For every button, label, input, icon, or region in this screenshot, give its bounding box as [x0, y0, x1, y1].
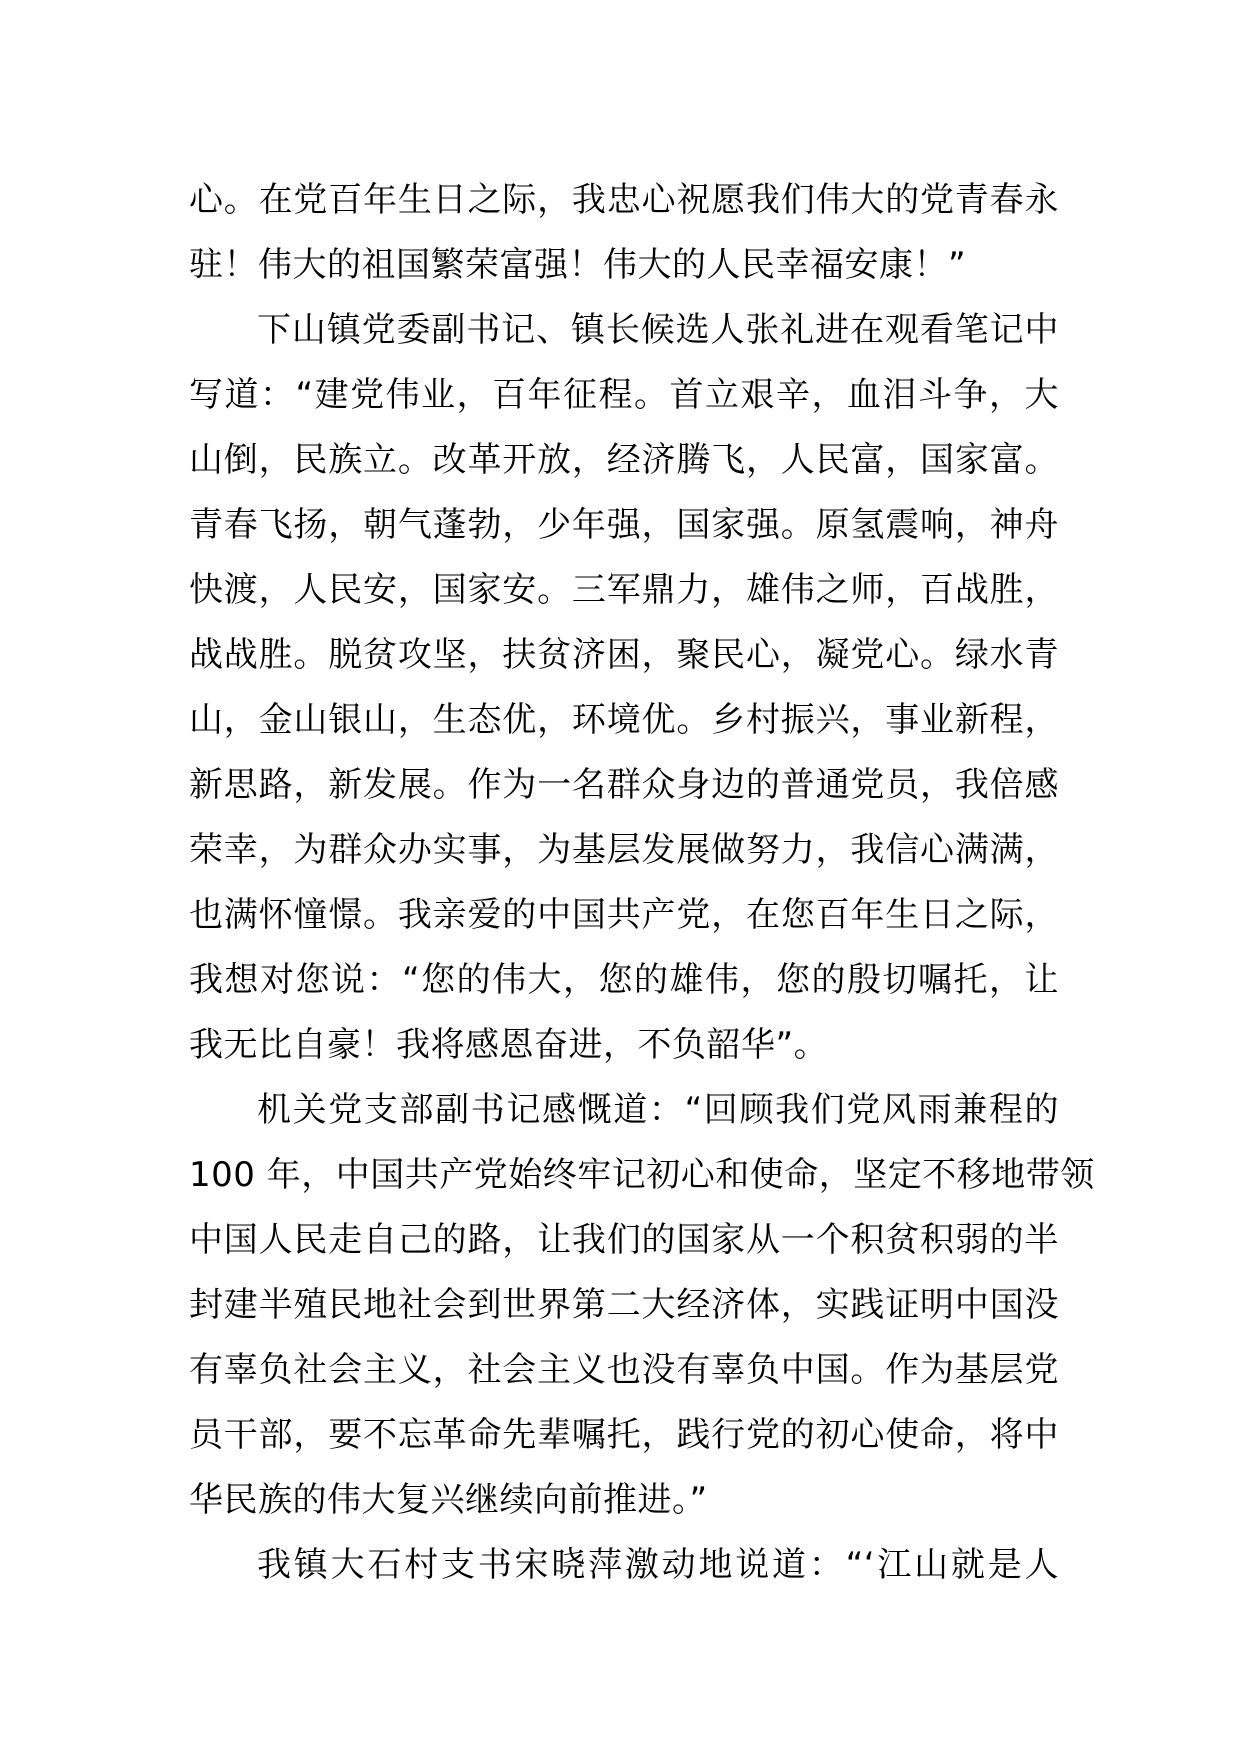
paragraph-first-line: 我镇大石村支书宋晓萍激动地说道：“‘江山就是人: [257, 1545, 1059, 1585]
text-line: 心。在党百年生日之际，我忠心祝愿我们伟大的党青春永: [189, 180, 1059, 220]
body-text: [189, 168, 1095, 1598]
text-line: 中国人民走自己的路，让我们的国家从一个积贫积弱的半: [189, 1220, 1059, 1260]
text-line: 华民族的伟大复兴继续向前推进。”: [189, 1480, 708, 1520]
text-line: 员干部，要不忘革命先辈嘱托，践行党的初心使命，将中: [189, 1415, 1059, 1455]
text-line: 荣幸，为群众办实事，为基层发展做努力，我信心满满，: [189, 830, 1059, 870]
text-line: 我想对您说：“您的伟大，您的雄伟，您的殷切嘱托，让: [189, 960, 1059, 1000]
text-line: 也满怀憧憬。我亲爱的中国共产党，在您百年生日之际，: [189, 895, 1059, 935]
text-line: 青春飞扬，朝气蓬勃，少年强，国家强。原氢震响，神舟: [189, 505, 1059, 545]
text-line: 新思路，新发展。作为一名群众身边的普通党员，我倍感: [189, 765, 1059, 805]
text-line: 我无比自豪！我将感恩奋进，不负韶华”。: [189, 1025, 829, 1065]
text-line: 山，金山银山，生态优，环境优。乡村振兴，事业新程，: [189, 700, 1059, 740]
text-line: 山倒，民族立。改革开放，经济腾飞，人民富，国家富。: [189, 440, 1059, 480]
text-line: 有辜负社会主义，社会主义也没有辜负中国。作为基层党: [189, 1350, 1059, 1390]
paragraph-first-line: 机关党支部副书记感慨道：“回顾我们党风雨兼程的: [257, 1090, 1059, 1130]
text-line: 战战胜。脱贫攻坚，扶贫济困，聚民心，凝党心。绿水青: [189, 635, 1059, 675]
text-line: 写道：“建党伟业，百年征程。首立艰辛，血泪斗争，大: [189, 375, 1059, 415]
text-line: 100 年，中国共产党始终牢记初心和使命，坚定不移地带领: [189, 1155, 1095, 1195]
text-line: 快渡，人民安，国家安。三军鼎力，雄伟之师，百战胜，: [189, 570, 1059, 610]
text-line: 封建半殖民地社会到世界第二大经济体，实践证明中国没: [189, 1285, 1059, 1325]
paragraph-first-line: 下山镇党委副书记、镇长候选人张礼进在观看笔记中: [257, 310, 1059, 350]
text-line: 驻！伟大的祖国繁荣富强！伟大的人民幸福安康！”: [189, 245, 967, 285]
